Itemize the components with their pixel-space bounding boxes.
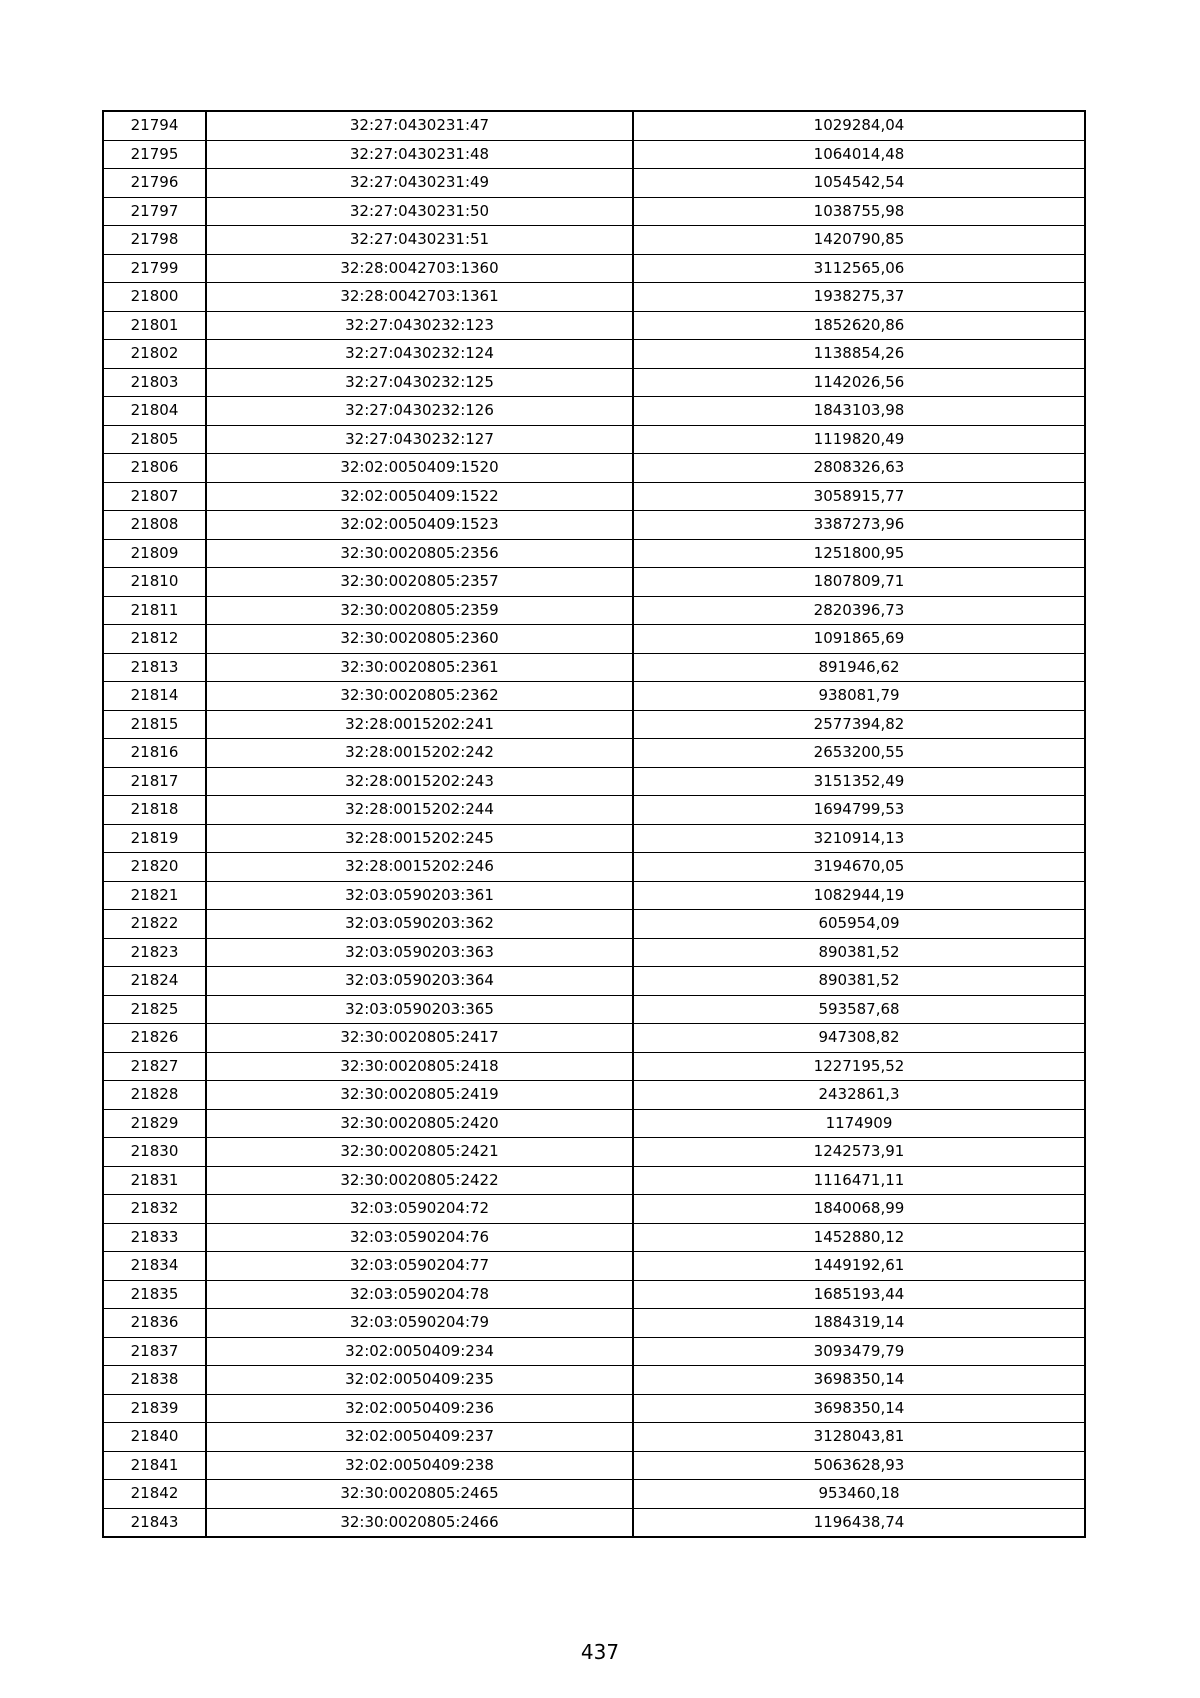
table-row — [103, 111, 1085, 140]
cadastral-number-cell: 32:03:0590204:76 — [206, 1223, 633, 1252]
table-row — [103, 283, 1085, 312]
page-number: 437 — [580, 1640, 620, 1664]
row-number-cell: 21798 — [103, 226, 206, 255]
value-cell: 1452880,12 — [633, 1223, 1085, 1252]
value-cell: 593587,68 — [633, 995, 1085, 1024]
row-number-cell: 21838 — [103, 1366, 206, 1395]
cadastral-number-cell: 32:28:0015202:241 — [206, 710, 633, 739]
cadastral-number-cell: 32:30:0020805:2357 — [206, 568, 633, 597]
value-cell: 1119820,49 — [633, 425, 1085, 454]
value-cell: 1196438,74 — [633, 1508, 1085, 1537]
value-cell: 3112565,06 — [633, 254, 1085, 283]
table-row — [103, 1166, 1085, 1195]
row-number-cell: 21801 — [103, 311, 206, 340]
row-number-cell: 21841 — [103, 1451, 206, 1480]
row-number-cell: 21796 — [103, 169, 206, 198]
row-number-cell: 21813 — [103, 653, 206, 682]
value-cell: 2432861,3 — [633, 1081, 1085, 1110]
cadastral-number-cell: 32:30:0020805:2418 — [206, 1052, 633, 1081]
table-row — [103, 368, 1085, 397]
table-row — [103, 340, 1085, 369]
table-row — [103, 1280, 1085, 1309]
value-cell: 1082944,19 — [633, 881, 1085, 910]
cadastral-number-cell: 32:27:0430232:125 — [206, 368, 633, 397]
cadastral-number-cell: 32:30:0020805:2360 — [206, 625, 633, 654]
table-row — [103, 482, 1085, 511]
value-cell: 1054542,54 — [633, 169, 1085, 198]
value-cell: 1843103,98 — [633, 397, 1085, 426]
cadastral-number-cell: 32:03:0590204:78 — [206, 1280, 633, 1309]
row-number-cell: 21828 — [103, 1081, 206, 1110]
value-cell: 1251800,95 — [633, 539, 1085, 568]
table-row — [103, 169, 1085, 198]
table-row — [103, 254, 1085, 283]
cadastral-number-cell: 32:02:0050409:1520 — [206, 454, 633, 483]
cadastral-number-cell: 32:28:0042703:1360 — [206, 254, 633, 283]
row-number-cell: 21836 — [103, 1309, 206, 1338]
row-number-cell: 21816 — [103, 739, 206, 768]
row-number-cell: 21811 — [103, 596, 206, 625]
cadastral-number-cell: 32:02:0050409:1522 — [206, 482, 633, 511]
row-number-cell: 21825 — [103, 995, 206, 1024]
value-cell: 1884319,14 — [633, 1309, 1085, 1338]
value-cell: 1807809,71 — [633, 568, 1085, 597]
table-row — [103, 1024, 1085, 1053]
value-cell: 1840068,99 — [633, 1195, 1085, 1224]
value-cell: 1029284,04 — [633, 111, 1085, 140]
row-number-cell: 21818 — [103, 796, 206, 825]
row-number-cell: 21804 — [103, 397, 206, 426]
table-row — [103, 226, 1085, 255]
table-row — [103, 938, 1085, 967]
row-number-cell: 21805 — [103, 425, 206, 454]
cadastral-number-cell: 32:27:0430231:48 — [206, 140, 633, 169]
cadastral-number-cell: 32:02:0050409:235 — [206, 1366, 633, 1395]
table-row — [103, 995, 1085, 1024]
row-number-cell: 21834 — [103, 1252, 206, 1281]
value-cell: 3698350,14 — [633, 1366, 1085, 1395]
row-number-cell: 21807 — [103, 482, 206, 511]
row-number-cell: 21835 — [103, 1280, 206, 1309]
value-cell: 2808326,63 — [633, 454, 1085, 483]
table-row — [103, 140, 1085, 169]
table-row — [103, 967, 1085, 996]
table-row — [103, 1138, 1085, 1167]
value-cell: 1174909 — [633, 1109, 1085, 1138]
table-row — [103, 454, 1085, 483]
table-row — [103, 197, 1085, 226]
value-cell: 891946,62 — [633, 653, 1085, 682]
row-number-cell: 21837 — [103, 1337, 206, 1366]
value-cell: 1685193,44 — [633, 1280, 1085, 1309]
value-cell: 1420790,85 — [633, 226, 1085, 255]
table-row — [103, 1081, 1085, 1110]
table-row — [103, 311, 1085, 340]
table-row — [103, 1394, 1085, 1423]
row-number-cell: 21821 — [103, 881, 206, 910]
table-body — [103, 111, 1085, 1537]
value-cell: 1142026,56 — [633, 368, 1085, 397]
table-row — [103, 1109, 1085, 1138]
cadastral-number-cell: 32:03:0590203:364 — [206, 967, 633, 996]
row-number-cell: 21842 — [103, 1480, 206, 1509]
table-row — [103, 1309, 1085, 1338]
value-cell: 1091865,69 — [633, 625, 1085, 654]
row-number-cell: 21810 — [103, 568, 206, 597]
row-number-cell: 21823 — [103, 938, 206, 967]
table-row — [103, 1223, 1085, 1252]
cadastral-number-cell: 32:30:0020805:2466 — [206, 1508, 633, 1537]
cadastral-number-cell: 32:03:0590203:363 — [206, 938, 633, 967]
value-cell: 3194670,05 — [633, 853, 1085, 882]
cadastral-number-cell: 32:27:0430232:123 — [206, 311, 633, 340]
value-cell: 1852620,86 — [633, 311, 1085, 340]
row-number-cell: 21824 — [103, 967, 206, 996]
value-cell: 938081,79 — [633, 682, 1085, 711]
value-cell: 1694799,53 — [633, 796, 1085, 825]
cadastral-number-cell: 32:02:0050409:236 — [206, 1394, 633, 1423]
value-cell: 1242573,91 — [633, 1138, 1085, 1167]
table-row — [103, 625, 1085, 654]
row-number-cell: 21822 — [103, 910, 206, 939]
cadastral-number-cell: 32:30:0020805:2417 — [206, 1024, 633, 1053]
table-row — [103, 881, 1085, 910]
cadastral-number-cell: 32:28:0015202:243 — [206, 767, 633, 796]
value-cell: 3093479,79 — [633, 1337, 1085, 1366]
value-cell: 953460,18 — [633, 1480, 1085, 1509]
cadastral-number-cell: 32:30:0020805:2422 — [206, 1166, 633, 1195]
row-number-cell: 21820 — [103, 853, 206, 882]
cadastral-number-cell: 32:30:0020805:2421 — [206, 1138, 633, 1167]
table-row — [103, 1337, 1085, 1366]
cadastral-number-cell: 32:02:0050409:234 — [206, 1337, 633, 1366]
row-number-cell: 21803 — [103, 368, 206, 397]
value-cell: 605954,09 — [633, 910, 1085, 939]
value-cell: 1138854,26 — [633, 340, 1085, 369]
value-cell: 1038755,98 — [633, 197, 1085, 226]
row-number-cell: 21833 — [103, 1223, 206, 1252]
value-cell: 890381,52 — [633, 967, 1085, 996]
table-row — [103, 596, 1085, 625]
value-cell: 3151352,49 — [633, 767, 1085, 796]
row-number-cell: 21808 — [103, 511, 206, 540]
value-cell: 1227195,52 — [633, 1052, 1085, 1081]
cadastral-number-cell: 32:28:0042703:1361 — [206, 283, 633, 312]
table-row — [103, 910, 1085, 939]
cadastral-number-cell: 32:03:0590204:77 — [206, 1252, 633, 1281]
row-number-cell: 21814 — [103, 682, 206, 711]
table-row — [103, 796, 1085, 825]
value-cell: 3128043,81 — [633, 1423, 1085, 1452]
cadastral-number-cell: 32:02:0050409:1523 — [206, 511, 633, 540]
table-row — [103, 1252, 1085, 1281]
cadastral-number-cell: 32:28:0015202:244 — [206, 796, 633, 825]
table-row — [103, 511, 1085, 540]
cadastral-number-cell: 32:30:0020805:2361 — [206, 653, 633, 682]
value-cell: 2820396,73 — [633, 596, 1085, 625]
row-number-cell: 21795 — [103, 140, 206, 169]
cadastral-number-cell: 32:02:0050409:237 — [206, 1423, 633, 1452]
value-cell: 1116471,11 — [633, 1166, 1085, 1195]
row-number-cell: 21815 — [103, 710, 206, 739]
cadastral-number-cell: 32:28:0015202:246 — [206, 853, 633, 882]
cadastral-number-cell: 32:27:0430231:51 — [206, 226, 633, 255]
cadastral-number-cell: 32:03:0590203:362 — [206, 910, 633, 939]
row-number-cell: 21830 — [103, 1138, 206, 1167]
row-number-cell: 21840 — [103, 1423, 206, 1452]
table-row — [103, 1508, 1085, 1537]
row-number-cell: 21843 — [103, 1508, 206, 1537]
row-number-cell: 21832 — [103, 1195, 206, 1224]
value-cell: 3387273,96 — [633, 511, 1085, 540]
table-row — [103, 425, 1085, 454]
cadastral-number-cell: 32:28:0015202:242 — [206, 739, 633, 768]
row-number-cell: 21797 — [103, 197, 206, 226]
table-row — [103, 824, 1085, 853]
cadastral-number-cell: 32:27:0430231:50 — [206, 197, 633, 226]
registry-table — [102, 110, 1086, 1538]
table-row — [103, 1480, 1085, 1509]
cadastral-number-cell: 32:30:0020805:2465 — [206, 1480, 633, 1509]
value-cell: 3058915,77 — [633, 482, 1085, 511]
row-number-cell: 21809 — [103, 539, 206, 568]
table-row — [103, 539, 1085, 568]
cadastral-number-cell: 32:27:0430232:127 — [206, 425, 633, 454]
cadastral-number-cell: 32:27:0430232:124 — [206, 340, 633, 369]
table-row — [103, 1366, 1085, 1395]
cadastral-number-cell: 32:30:0020805:2359 — [206, 596, 633, 625]
value-cell: 5063628,93 — [633, 1451, 1085, 1480]
cadastral-number-cell: 32:02:0050409:238 — [206, 1451, 633, 1480]
table-row — [103, 1195, 1085, 1224]
table-row — [103, 568, 1085, 597]
table-row — [103, 682, 1085, 711]
row-number-cell: 21799 — [103, 254, 206, 283]
table-row — [103, 1451, 1085, 1480]
row-number-cell: 21829 — [103, 1109, 206, 1138]
value-cell: 947308,82 — [633, 1024, 1085, 1053]
value-cell: 1064014,48 — [633, 140, 1085, 169]
cadastral-number-cell: 32:27:0430231:49 — [206, 169, 633, 198]
cadastral-number-cell: 32:30:0020805:2356 — [206, 539, 633, 568]
table-row — [103, 1052, 1085, 1081]
row-number-cell: 21817 — [103, 767, 206, 796]
row-number-cell: 21819 — [103, 824, 206, 853]
table-row — [103, 1423, 1085, 1452]
table-row — [103, 767, 1085, 796]
cadastral-number-cell: 32:30:0020805:2419 — [206, 1081, 633, 1110]
cadastral-number-cell: 32:03:0590203:365 — [206, 995, 633, 1024]
table-row — [103, 397, 1085, 426]
table-row — [103, 739, 1085, 768]
cadastral-number-cell: 32:03:0590204:79 — [206, 1309, 633, 1338]
cadastral-number-cell: 32:30:0020805:2420 — [206, 1109, 633, 1138]
row-number-cell: 21802 — [103, 340, 206, 369]
cadastral-number-cell: 32:28:0015202:245 — [206, 824, 633, 853]
table-row — [103, 853, 1085, 882]
row-number-cell: 21826 — [103, 1024, 206, 1053]
row-number-cell: 21827 — [103, 1052, 206, 1081]
row-number-cell: 21831 — [103, 1166, 206, 1195]
cadastral-number-cell: 32:27:0430231:47 — [206, 111, 633, 140]
value-cell: 2577394,82 — [633, 710, 1085, 739]
cadastral-number-cell: 32:03:0590203:361 — [206, 881, 633, 910]
table-row — [103, 653, 1085, 682]
row-number-cell: 21812 — [103, 625, 206, 654]
row-number-cell: 21794 — [103, 111, 206, 140]
cadastral-number-cell: 32:27:0430232:126 — [206, 397, 633, 426]
table-row — [103, 710, 1085, 739]
row-number-cell: 21800 — [103, 283, 206, 312]
value-cell: 2653200,55 — [633, 739, 1085, 768]
value-cell: 1449192,61 — [633, 1252, 1085, 1281]
value-cell: 3698350,14 — [633, 1394, 1085, 1423]
cadastral-number-cell: 32:30:0020805:2362 — [206, 682, 633, 711]
value-cell: 3210914,13 — [633, 824, 1085, 853]
value-cell: 1938275,37 — [633, 283, 1085, 312]
row-number-cell: 21839 — [103, 1394, 206, 1423]
value-cell: 890381,52 — [633, 938, 1085, 967]
cadastral-number-cell: 32:03:0590204:72 — [206, 1195, 633, 1224]
row-number-cell: 21806 — [103, 454, 206, 483]
